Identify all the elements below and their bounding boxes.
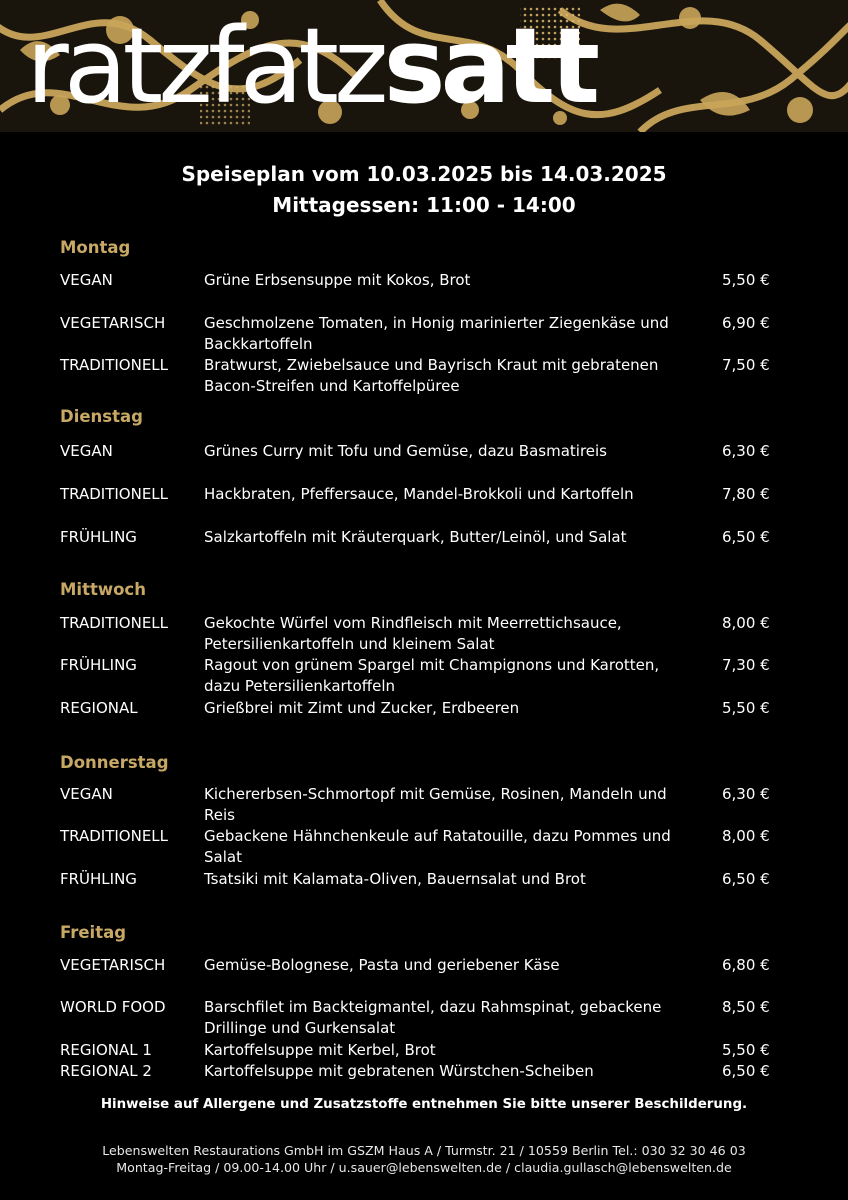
logo-text-bold: satt (383, 5, 596, 127)
menu-description: Grünes Curry mit Tofu und Gemüse, dazu Basmatireis (204, 442, 608, 460)
menu-price: 6,30 € (722, 442, 770, 460)
menu-category: FRÜHLING (60, 528, 137, 546)
menu-price: 7,30 € (722, 656, 770, 674)
menu-price: 6,50 € (722, 870, 770, 888)
menu-description: Barschfilet im Backteigmantel, dazu Rahmspinat, gebackene Drillinge und Gurkensalat (204, 998, 662, 1037)
menu-description: Ragout von grünem Spargel mit Champignons und Karotten, dazu Petersilienkartoffeln (204, 656, 660, 695)
menu-description: Tsatsiki mit Kalamata-Oliven, Bauernsalat und Brot (204, 870, 586, 888)
allergen-notice: Hinweise auf Allergene und Zusatzstoffe entnehmen Sie bitte unserer Beschilderung. (100, 1097, 748, 1112)
menu-category: REGIONAL (60, 699, 138, 717)
header-banner (0, 0, 848, 132)
menu-price: 5,50 € (722, 271, 770, 289)
menu-category: REGIONAL 1 (60, 1041, 152, 1059)
menu-description: Kichererbsen-Schmortopf mit Gemüse, Rosinen, Mandeln und Reis (204, 785, 667, 824)
logo-text-thin: ratzfatz (26, 5, 384, 127)
menu-price: 5,50 € (722, 699, 770, 717)
menu-price: 6,50 € (722, 528, 770, 546)
menu-description: Bratwurst, Zwiebelsauce und Bayrisch Kraut mit gebratenen Bacon-Streifen und Kartoffelpüree (204, 356, 659, 395)
menu-price: 8,00 € (722, 614, 770, 632)
menu-category: FRÜHLING (60, 870, 137, 888)
menu-price: 6,80 € (722, 956, 770, 974)
menu-category: VEGETARISCH (60, 314, 166, 332)
menu-price: 6,50 € (722, 1062, 770, 1080)
menu-category: REGIONAL 2 (60, 1062, 152, 1080)
menu-price: 6,30 € (722, 785, 770, 803)
menu-category: TRADITIONELL (60, 356, 169, 374)
menu-price: 8,50 € (722, 998, 770, 1016)
menu-category: VEGAN (60, 785, 113, 803)
menu-description: Kartoffelsuppe mit Kerbel, Brot (204, 1041, 436, 1059)
menu-category: VEGAN (60, 442, 113, 460)
menu-category: FRÜHLING (60, 656, 137, 674)
day-heading-dienstag: Dienstag (60, 407, 143, 426)
menu-description: Kartoffelsuppe mit gebratenen Würstchen-Scheiben (204, 1062, 594, 1080)
menu-category: WORLD FOOD (60, 998, 166, 1016)
menu-category: VEGETARISCH (60, 956, 166, 974)
footer-address: Lebenswelten Restaurations GmbH im GSZM Haus A / Turmstr. 21 / 10559 Berlin Tel.: 030 32 30 46 03 (102, 1143, 746, 1158)
menu-description: Hackbraten, Pfeffersauce, Mandel-Brokkoli und Kartoffeln (204, 485, 634, 503)
menu-price: 7,50 € (722, 356, 770, 374)
menu-description: Gebackene Hähnchenkeule auf Ratatouille, dazu Pommes und Salat (204, 827, 671, 866)
footer-contact: Montag-Freitag / 09.00-14.00 Uhr / u.sauer@lebenswelten.de / claudia.gullasch@lebenswelten.de (116, 1160, 732, 1175)
menu-price: 5,50 € (722, 1041, 770, 1059)
menu-category: TRADITIONELL (60, 485, 169, 503)
menu-description: Geschmolzene Tomaten, in Honig marinierter Ziegenkäse und Backkartoffeln (204, 314, 669, 353)
menu-category: TRADITIONELL (60, 827, 169, 845)
day-heading-freitag: Freitag (60, 923, 127, 942)
menu-title: Speiseplan vom 10.03.2025 bis 14.03.2025 (181, 162, 667, 186)
lunch-hours: Mittagessen: 11:00 - 14:00 (272, 193, 576, 217)
day-heading-montag: Montag (60, 238, 131, 257)
menu-price: 7,80 € (722, 485, 770, 503)
menu-description: Gemüse-Bolognese, Pasta und geriebener Käse (204, 956, 560, 974)
day-heading-mittwoch: Mittwoch (60, 580, 146, 599)
menu-description: Grießbrei mit Zimt und Zucker, Erdbeeren (204, 699, 520, 717)
menu-description: Grüne Erbsensuppe mit Kokos, Brot (204, 271, 471, 289)
day-heading-donnerstag: Donnerstag (60, 753, 169, 772)
menu-category: VEGAN (60, 271, 113, 289)
brand-logo (26, 0, 595, 132)
menu-description: Gekochte Würfel vom Rindfleisch mit Meerrettichsauce, Petersilienkartoffeln und kleinem Salat (204, 614, 622, 653)
menu-price: 8,00 € (722, 827, 770, 845)
menu-description: Salzkartoffeln mit Kräuterquark, Butter/Leinöl, und Salat (204, 528, 627, 546)
menu-price: 6,90 € (722, 314, 770, 332)
menu-category: TRADITIONELL (60, 614, 169, 632)
